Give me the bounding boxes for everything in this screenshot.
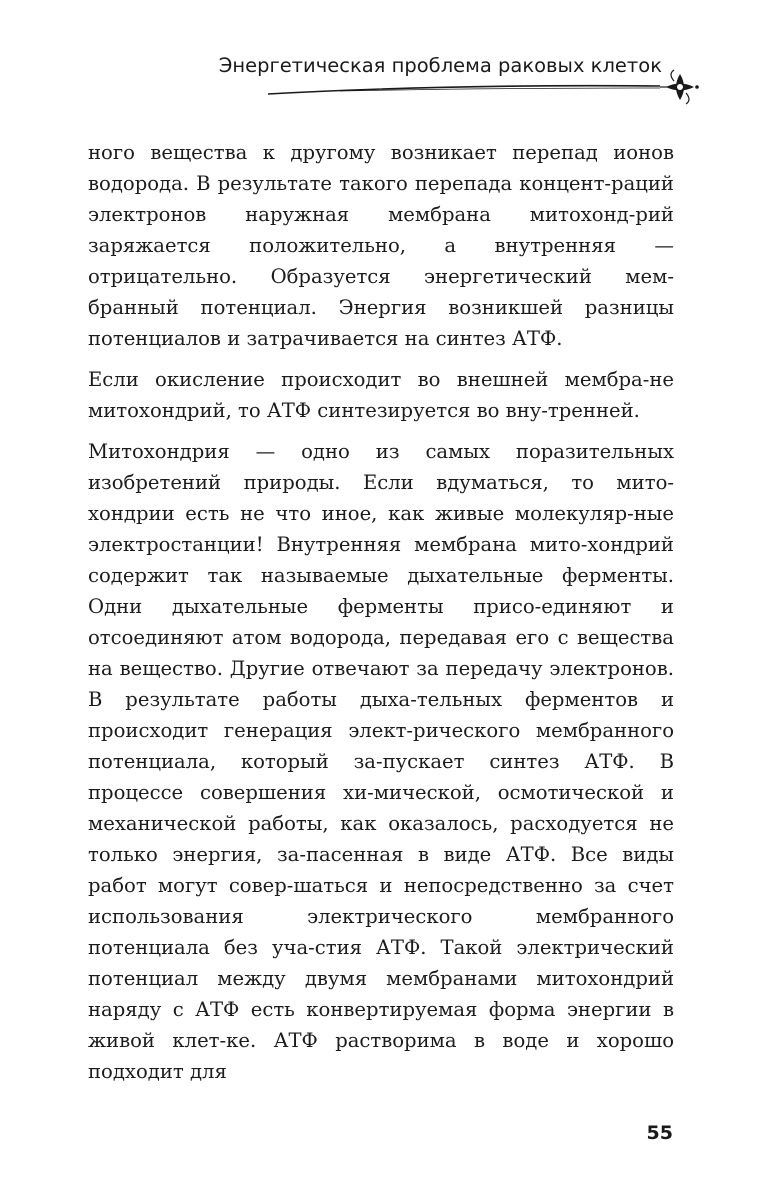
paragraph-1: ного вещества к другому возникает перепад ионов водорода. В результате такого перепада концент-раций электронов наружная мембрана митохонд-рий заряжается положительно, а внутренняя — отрицательно. Образуется энергетический мем-бранный потенциал. Энергия возникшей разницы потенциалов и затрачивается на синтез АТФ. [88,141,674,350]
paragraph-2: Если окисление происходит во внешней мембра-не митохондрий, то АТФ синтезируется во вну-тренней. [88,368,674,422]
floral-ornament-icon [190,50,705,110]
running-header-title: Энергетическая проблема раковых клеток [218,54,662,77]
page-body-text [88,137,674,1097]
page-number: 55 [646,1122,673,1144]
running-header [190,50,700,110]
paragraph-3: Митохондрия — одно из самых поразительных изобретений природы. Если вдуматься, то мито-хондрии есть не что иное, как живые молекуляр-ные электростанции! Внутренняя мембрана мито-хондрий содержит так называемые дыхательные ферменты. Одни дыхательные ферменты присо-единяют и отсоединяют атом водорода, передавая его с вещества на вещество. Другие отвечают за передачу электронов. В результате работы дыха-тельных ферментов и происходит генерация элект-рического мембранного потенциала, который за-пускает синтез АТФ. В процессе совершения хи-мической, осмотической и механической работы, как оказалось, расходуется не только энергия, за-пасенная в виде АТФ. Все виды работ могут совер-шаться и непосредственно за счет использования электрического мембранного потенциала без уча-стия АТФ. Такой электрический потенциал между двумя мембранами митохондрий наряду с АТФ есть конвертируемая форма энергии в живой клет-ке. АТФ растворима в воде и хорошо подходит для [88,440,674,1083]
